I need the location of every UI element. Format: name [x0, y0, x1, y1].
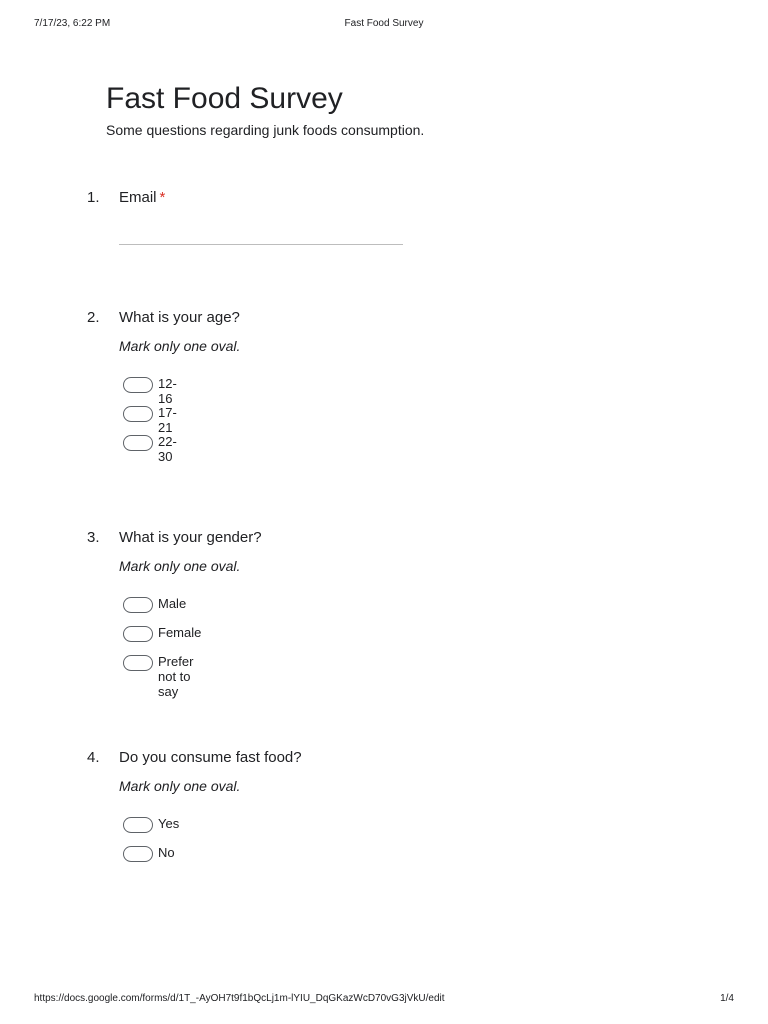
- option-label: 17-21: [158, 405, 177, 435]
- print-header: [34, 18, 734, 32]
- question-number: 3.: [87, 529, 100, 546]
- question-text: [119, 189, 165, 206]
- required-marker: *: [159, 189, 166, 206]
- option-label: Female: [158, 625, 202, 640]
- email-input-line[interactable]: [119, 244, 403, 245]
- question-hint: Mark only one oval.: [119, 558, 241, 574]
- option-label: Yes: [158, 816, 180, 831]
- question-hint: Mark only one oval.: [119, 338, 241, 354]
- question-fast-food: [87, 749, 687, 860]
- question-header: [87, 529, 687, 549]
- oval-radio[interactable]: [123, 655, 153, 671]
- question-number: 1.: [87, 189, 100, 206]
- question-age: [87, 309, 687, 464]
- print-date: 7/17/23, 6:22 PM: [34, 18, 111, 29]
- option-label: 22-30: [158, 434, 177, 464]
- question-number: 4.: [87, 749, 100, 766]
- question-text: What is your gender?: [119, 529, 262, 546]
- option-label: Male: [158, 596, 187, 611]
- question-hint: Mark only one oval.: [119, 778, 241, 794]
- question-text: What is your age?: [119, 309, 240, 326]
- oval-radio[interactable]: [123, 626, 153, 642]
- oval-radio[interactable]: [123, 817, 153, 833]
- option-label: 12-16: [158, 376, 177, 406]
- option-label: No: [158, 845, 175, 860]
- question-header: [87, 749, 687, 769]
- question-header: [87, 189, 687, 209]
- question-email: [87, 189, 687, 209]
- question-number: 2.: [87, 309, 100, 326]
- question-label: Email: [119, 189, 157, 206]
- question-gender: [87, 529, 687, 699]
- question-text: Do you consume fast food?: [119, 749, 302, 766]
- oval-radio[interactable]: [123, 846, 153, 862]
- page-number: 1/4: [720, 993, 734, 1004]
- option-label: Prefer not to say: [158, 654, 194, 699]
- print-title: Fast Food Survey: [344, 18, 424, 29]
- form-title: Fast Food Survey: [106, 82, 343, 115]
- form-description: Some questions regarding junk foods consumption.: [106, 122, 425, 138]
- question-header: [87, 309, 687, 329]
- oval-radio[interactable]: [123, 406, 153, 422]
- oval-radio[interactable]: [123, 377, 153, 393]
- oval-radio[interactable]: [123, 435, 153, 451]
- print-url: https://docs.google.com/forms/d/1T_-AyOH7t9f1bQcLj1m-lYIU_DqGKazWcD70vG3jVkU/edit: [34, 993, 445, 1004]
- oval-radio[interactable]: [123, 597, 153, 613]
- print-footer: [34, 993, 734, 1007]
